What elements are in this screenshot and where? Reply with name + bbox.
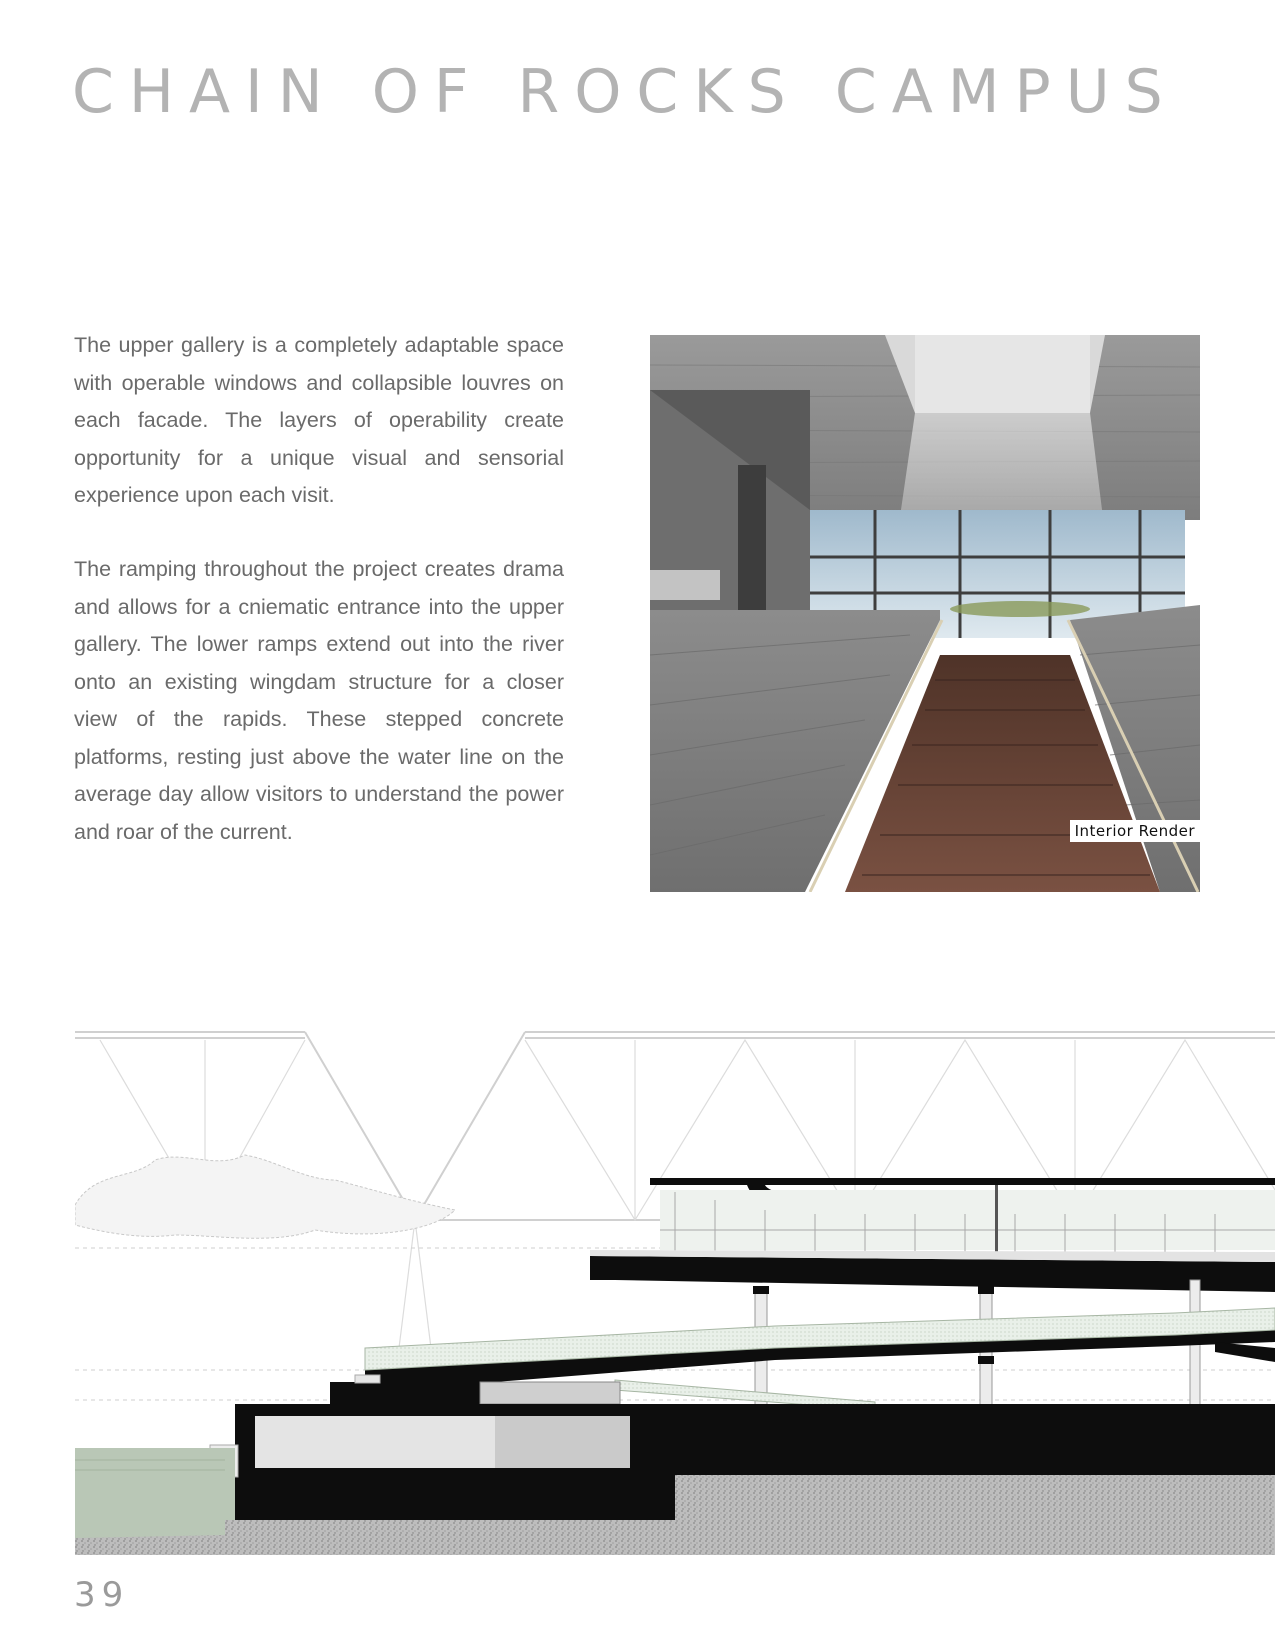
section-svg (75, 1030, 1275, 1580)
page-number: 39 (74, 1575, 130, 1615)
paragraph-ramping: The ramping throughout the project creates drama and allows for a cniematic entrance into the upper gallery. The lower ramps extend out into the river onto an existing wingdam structure for a closer view of the rapids. These stepped concrete platforms, resting just above the water line on the average day allow visitors to understand the power and roar of the current. (74, 557, 564, 844)
building-section-drawing (75, 1030, 1275, 1580)
paragraph-upper-gallery: The upper gallery is a completely adaptable space with operable windows and collapsible louvres on each facade. The layers of operability create opportunity for a unique visual and sensorial experience upon each visit. (74, 333, 564, 507)
interior-render-drawing (650, 335, 1200, 892)
page-title: CHAIN OF ROCKS CAMPUS (72, 57, 1178, 127)
interior-render-image (650, 335, 1200, 892)
render-caption: Interior Render (1070, 820, 1200, 842)
